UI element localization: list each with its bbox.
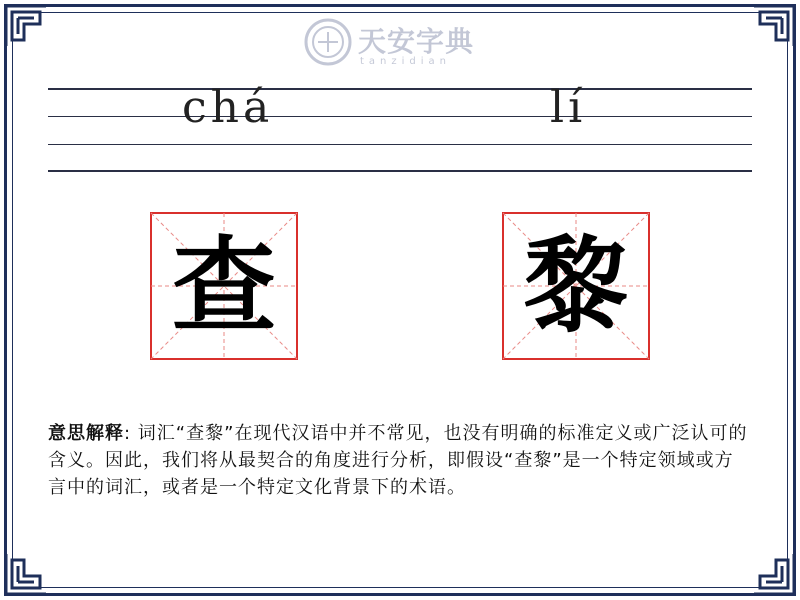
pinyin-staff xyxy=(48,82,752,172)
logo-seal-icon xyxy=(304,18,352,66)
corner-ornament-icon xyxy=(752,4,796,48)
corner-ornament-icon xyxy=(752,552,796,596)
character-grid-1 xyxy=(150,212,298,360)
character-2: 黎 xyxy=(523,225,628,347)
corner-ornament-icon xyxy=(4,4,48,48)
logo-subtitle: tanzidian xyxy=(360,56,452,67)
meaning-paragraph xyxy=(48,420,748,501)
logo-name: 天安字典 xyxy=(358,25,475,58)
pinyin-1: chá xyxy=(182,82,274,133)
meaning-label: 意思解释 xyxy=(48,423,124,444)
pinyin-2: lí xyxy=(550,82,587,133)
meaning-separator: : xyxy=(124,423,138,444)
staff-line xyxy=(48,88,752,90)
watermark-logo xyxy=(300,14,500,70)
meaning-text: 词汇“查黎”在现代汉语中并不常见，也没有明确的标准定义或广泛认可的含义。因此，我们将从最契合的角度进行分析，即假设“查黎”是一个特定领域或方言中的词汇，或者是一个特定文化背景下的术语。 xyxy=(48,423,748,498)
corner-ornament-icon xyxy=(4,552,48,596)
staff-line xyxy=(48,144,752,145)
character-grid-2 xyxy=(502,212,650,360)
staff-line xyxy=(48,116,752,117)
staff-line xyxy=(48,170,752,172)
character-1: 查 xyxy=(171,225,276,347)
